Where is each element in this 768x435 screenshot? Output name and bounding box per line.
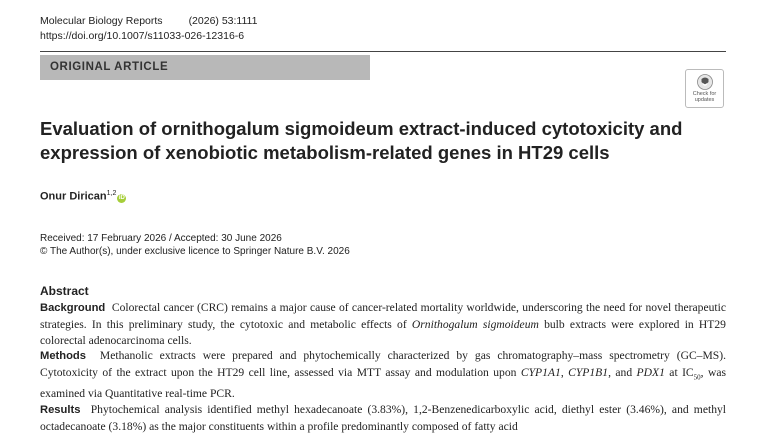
abstract-results: Results Phytochemical analysis identified methyl hexadecanoate (3.83%), 1,2-Benzenedicarboxylic acid, diethyl ester (3.46%), and methyl octadecanoate (3.18%) as the major constituents within a profile predominantly composed of fatty acid xyxy=(40,403,727,433)
check-updates-icon xyxy=(697,74,713,90)
abstract-methods: Methods Methanolic extracts were prepared and phytochemically characterized by gas chromatography–mass spectrometry (GC–MS). Cytotoxicity of the extract upon the HT29 cell line, assessed via MTT assay and modulation upon CYP1A1, CYP1B1, and PDX1 at $IC_{50}$, was examined via Quantitative real-time PCR. xyxy=(40,349,727,401)
gene-cyp1b1: CYP1B1 xyxy=(568,366,609,380)
abstract-section xyxy=(40,284,726,435)
background-label: Background xyxy=(40,302,106,314)
copyright-notice: © The Author(s), under exclusive licence to Springer Nature B.V. 2026 xyxy=(40,246,350,257)
abstract-background: Background Colorectal cancer (CRC) remains a major cause of cancer-related mortality worldwide, underscoring the need for novel therapeutic strategies. In this preliminary study, the cytotoxic and metabolic effects of Ornithogalum sigmoideum bulb extracts were explored in HT29 colorectal adenocarcinoma cells. xyxy=(40,301,727,347)
orcid-icon[interactable]: iD xyxy=(118,194,125,201)
journal-title: Molecular Biology Reports xyxy=(40,15,163,27)
methods-label: Methods xyxy=(40,350,86,363)
volume-info: (2026) 53:1111 xyxy=(188,15,258,27)
received-accepted-dates: Received: 17 February 2026 / Accepted: 30 June 2026 xyxy=(40,233,282,244)
abstract-body xyxy=(40,300,726,435)
article-title: Evaluation of ornithogalum sigmoideum extract-induced cytotoxicity and expression of xenobiotic metabolism-related genes in HT29 cells xyxy=(40,118,683,163)
gene-cyp1a1: CYP1A1 xyxy=(520,366,561,380)
journal-name xyxy=(40,15,257,27)
header-rule xyxy=(40,51,726,52)
article-dates xyxy=(40,232,350,258)
author-line xyxy=(40,190,126,203)
abstract-heading: Abstract xyxy=(40,284,89,298)
check-for-updates-button[interactable] xyxy=(685,69,724,108)
gene-pdx1: PDX1 xyxy=(636,366,665,380)
article-type-banner: ORIGINAL ARTICLE xyxy=(40,55,370,80)
author-affiliation: 1,2 xyxy=(106,190,117,197)
check-updates-line2: updates xyxy=(694,97,715,103)
results-label: Results xyxy=(40,404,81,417)
author-name[interactable]: Onur Dirican xyxy=(40,190,107,203)
ic50-subscript: 50 xyxy=(693,373,701,382)
species-name: Ornithogalum sigmoideum xyxy=(411,317,539,331)
check-updates-line1: Check for xyxy=(692,91,717,97)
doi-link[interactable]: https://doi.org/10.1007/s11033-026-12316-6 xyxy=(40,30,245,42)
